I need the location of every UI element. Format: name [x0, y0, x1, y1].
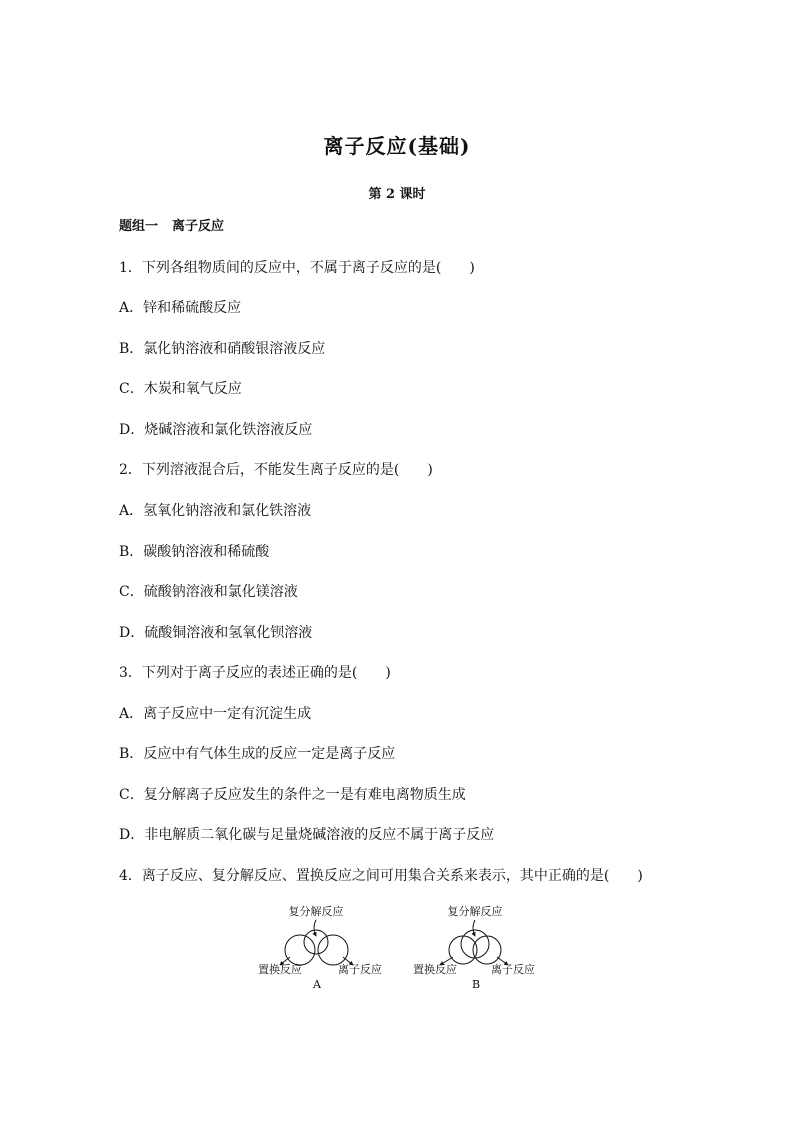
question-4-stem: 4．离子反应、复分解反应、置换反应之间可用集合关系来表示，其中正确的是( ) [119, 868, 643, 884]
question-2-option-d: D．硫酸铜溶液和氢氧化钡溶液 [119, 625, 313, 641]
question-2-stem: 2．下列溶液混合后，不能发生离子反应的是( ) [119, 462, 433, 478]
diagram-b-top-label: 复分解反应 [447, 905, 503, 918]
question-2-option-a: A．氢氧化钠溶液和氯化铁溶液 [119, 503, 312, 519]
diagram-a-caption: A [313, 978, 321, 991]
diagram-a-circle-top [304, 930, 328, 954]
diagram-a-circle-right [318, 935, 348, 965]
diagram-a-arrow-top [314, 920, 316, 936]
diagram-a [258, 904, 382, 991]
diagram-b-left-label: 置换反应 [413, 963, 457, 976]
question-3-option-c: C．复分解离子反应发生的条件之一是有难电离物质生成 [119, 787, 466, 803]
group-topic: 离子反应 [172, 219, 225, 234]
group-label: 题组一 [119, 219, 159, 234]
question-3-option-d: D．非电解质二氧化碳与足量烧碱溶液的反应不属于离子反应 [119, 827, 495, 843]
diagram-a-left-label: 置换反应 [258, 963, 302, 976]
group-heading [119, 215, 224, 234]
page-title: 离子反应(基础) [323, 134, 471, 158]
diagram-b-caption: B [471, 978, 481, 991]
question-1-option-c: C．木炭和氧气反应 [119, 381, 242, 397]
diagram-a-top-label: 复分解反应 [288, 905, 344, 918]
question-1-option-d: D．烧碱溶液和氯化铁溶液反应 [119, 422, 313, 438]
diagram-b [413, 904, 535, 991]
diagram-a-right-label: 离子反应 [338, 963, 382, 976]
question-1-option-b: B．氯化钠溶液和硝酸银溶液反应 [119, 341, 326, 357]
diagram-b-right-label: 离子反应 [491, 963, 535, 976]
set-relation-figure [250, 898, 550, 998]
question-3-option-b: B．反应中有气体生成的反应一定是离子反应 [119, 746, 396, 762]
question-2-option-b: B．碳酸钠溶液和稀硫酸 [119, 544, 270, 560]
question-1-option-a: A．锌和稀硫酸反应 [119, 300, 242, 316]
question-2-option-c: C．硫酸钠溶液和氯化镁溶液 [119, 584, 298, 600]
question-1-stem: 1．下列各组物质间的反应中，不属于离子反应的是( ) [119, 260, 475, 276]
question-3-option-a: A．离子反应中一定有沉淀生成 [119, 706, 312, 722]
lesson-subtitle: 第 2 课时 [368, 187, 426, 202]
diagram-b-circle-top [461, 930, 489, 958]
diagram-a-circle-left [285, 935, 315, 965]
diagram-b-arrow-top [473, 920, 475, 936]
question-3-stem: 3．下列对于离子反应的表述正确的是( ) [119, 665, 391, 681]
